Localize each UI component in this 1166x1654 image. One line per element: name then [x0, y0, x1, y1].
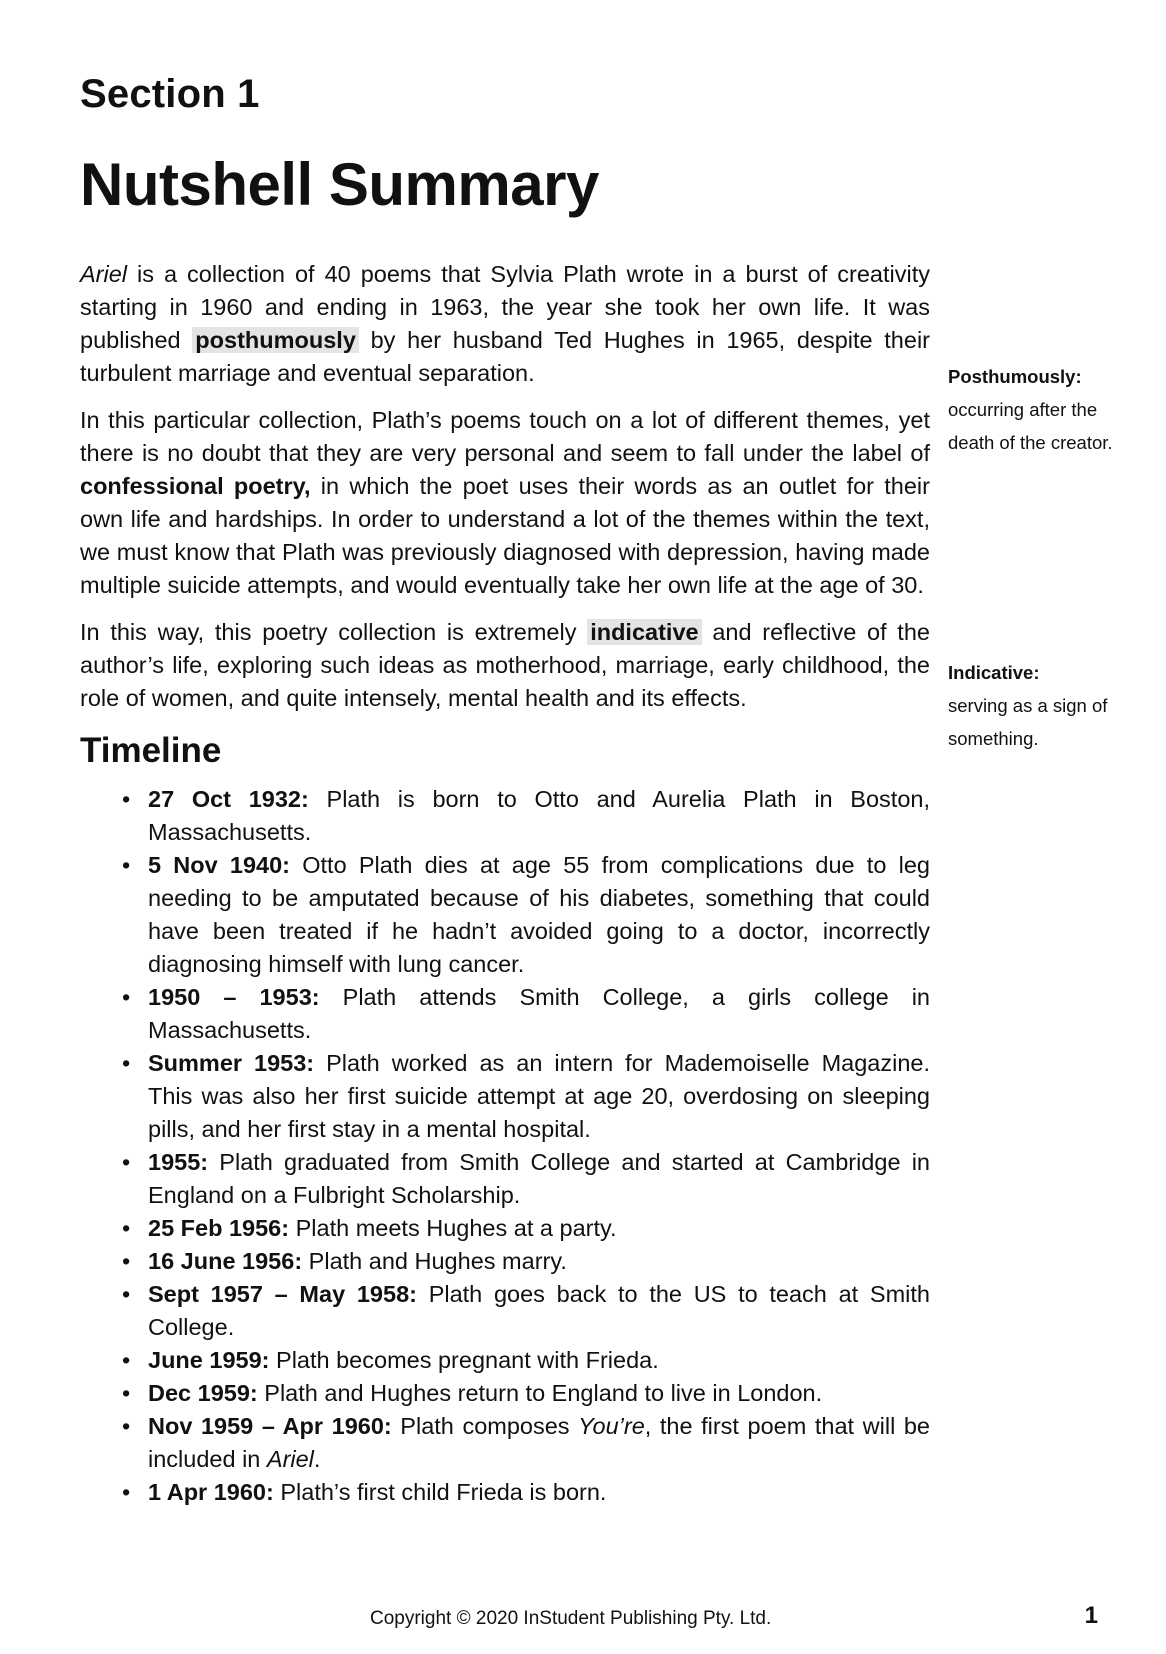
timeline-date: June 1959:: [148, 1347, 270, 1373]
glossary-term: Posthumously:: [948, 366, 1082, 387]
glossary-definition: occurring after the death of the creator.: [948, 399, 1113, 453]
section-label: Section 1: [80, 72, 260, 116]
timeline-text: Plath graduated from Smith College and started at Cambridge in England on a Fulbright Scholarship.: [148, 1149, 930, 1208]
paragraph-text: and reflective of the author’s life, exploring such ideas as motherhood, marriage, early childhood, the role of women, and quite intensely, mental health and its effects.: [80, 619, 930, 711]
intro-paragraph-3: [80, 616, 930, 715]
timeline-date: 1950 – 1953:: [148, 984, 320, 1010]
timeline-date: Dec 1959:: [148, 1380, 258, 1406]
glossary-note-posthumously: [948, 360, 1148, 459]
paragraph-text: In this particular collection, Plath’s poems touch on a lot of different themes, yet there is no doubt that they are very personal and seem to fall under the label of: [80, 407, 930, 466]
timeline-date: 5 Nov 1940:: [148, 852, 291, 878]
glossary-definition: serving as a sign of something.: [948, 695, 1108, 749]
timeline-date: 27 Oct 1932:: [148, 786, 309, 812]
book-title: Ariel: [266, 1446, 314, 1472]
timeline-text: , the first poem that will be included in: [148, 1413, 930, 1472]
paragraph-text: In this way, this poetry collection is extremely: [80, 619, 588, 645]
timeline-text: Plath meets Hughes at a party.: [289, 1215, 617, 1241]
paragraph-text: in which the poet uses their words as an outlet for their own life and hardships. In order to understand a lot of the themes within the text, we must know that Plath was previously diagnosed with depression, having made multiple suicide attempts, and would eventually take her own life at the age of 30.: [80, 473, 930, 598]
glossary-note-indicative: [948, 656, 1148, 755]
timeline-item: [148, 1278, 930, 1344]
page-number: 1: [1084, 1602, 1098, 1629]
timeline-text: Plath and Hughes marry.: [302, 1248, 567, 1274]
copyright-footer: Copyright © 2020 InStudent Publishing Pty. Ltd.: [370, 1608, 772, 1629]
timeline-item: [148, 1476, 930, 1509]
timeline-text: Plath is born to Otto and Aurelia Plath in Boston, Massachusetts.: [148, 786, 930, 845]
book-title: Ariel: [80, 261, 128, 287]
timeline-date: Summer 1953:: [148, 1050, 315, 1076]
timeline-item: [148, 1377, 930, 1410]
timeline-date: 16 June 1956:: [148, 1248, 303, 1274]
timeline-item: [148, 1146, 930, 1212]
timeline-text: Otto Plath dies at age 55 from complications due to leg needing to be amputated because of his diabetes, something that could have been treated if he hadn’t avoided going to a doctor, incorrectly diagnosing himself with lung cancer.: [148, 852, 930, 977]
timeline-item: [148, 1047, 930, 1146]
timeline-list: [80, 783, 930, 1509]
timeline-item: [148, 1410, 930, 1476]
paragraph-text: is a collection of 40 poems that Sylvia Plath wrote in a burst of creativity starting in 1960 and ending in 1963, the year she took her own life. It was published: [80, 261, 930, 353]
timeline-text: Plath’s first child Frieda is born.: [273, 1479, 607, 1505]
highlighted-term-posthumously: posthumously: [192, 327, 359, 353]
highlighted-term-indicative: indicative: [587, 619, 701, 645]
timeline-item: [148, 1245, 930, 1278]
timeline-date: 25 Feb 1956:: [148, 1215, 290, 1241]
timeline-text: Plath becomes pregnant with Frieda.: [269, 1347, 659, 1373]
timeline-item: [148, 1344, 930, 1377]
timeline-date: 1955:: [148, 1149, 209, 1175]
timeline-date: 1 Apr 1960:: [148, 1479, 274, 1505]
timeline-text: Plath attends Smith College, a girls college in Massachusetts.: [148, 984, 930, 1043]
timeline-date: Sept 1957 – May 1958:: [148, 1281, 417, 1307]
timeline-text: Plath composes: [391, 1413, 579, 1439]
paragraph-text: by her husband Ted Hughes in 1965, despite their turbulent marriage and eventual separation.: [80, 327, 930, 386]
timeline-date: Nov 1959 – Apr 1960:: [148, 1413, 392, 1439]
timeline-text: Plath goes back to the US to teach at Smith College.: [148, 1281, 930, 1340]
timeline-item: [148, 981, 930, 1047]
timeline-text: .: [313, 1446, 321, 1472]
timeline-item: [148, 1212, 930, 1245]
page-title: Nutshell Summary: [80, 151, 599, 218]
main-body: [80, 258, 930, 1509]
glossary-term: Indicative:: [948, 662, 1040, 683]
intro-paragraph-2: [80, 404, 930, 602]
timeline-item: [148, 849, 930, 981]
timeline-heading: Timeline: [80, 731, 222, 770]
bold-term-confessional-poetry: confessional poetry,: [80, 473, 311, 499]
timeline-text: Plath and Hughes return to England to live in London.: [257, 1380, 823, 1406]
timeline-item: [148, 783, 930, 849]
intro-paragraph-1: [80, 258, 930, 390]
timeline-text: Plath worked as an intern for Mademoiselle Magazine. This was also her first suicide attempt at age 20, overdosing on sleeping pills, and her first stay in a mental hospital.: [148, 1050, 931, 1142]
poem-title: You’re: [578, 1413, 645, 1439]
